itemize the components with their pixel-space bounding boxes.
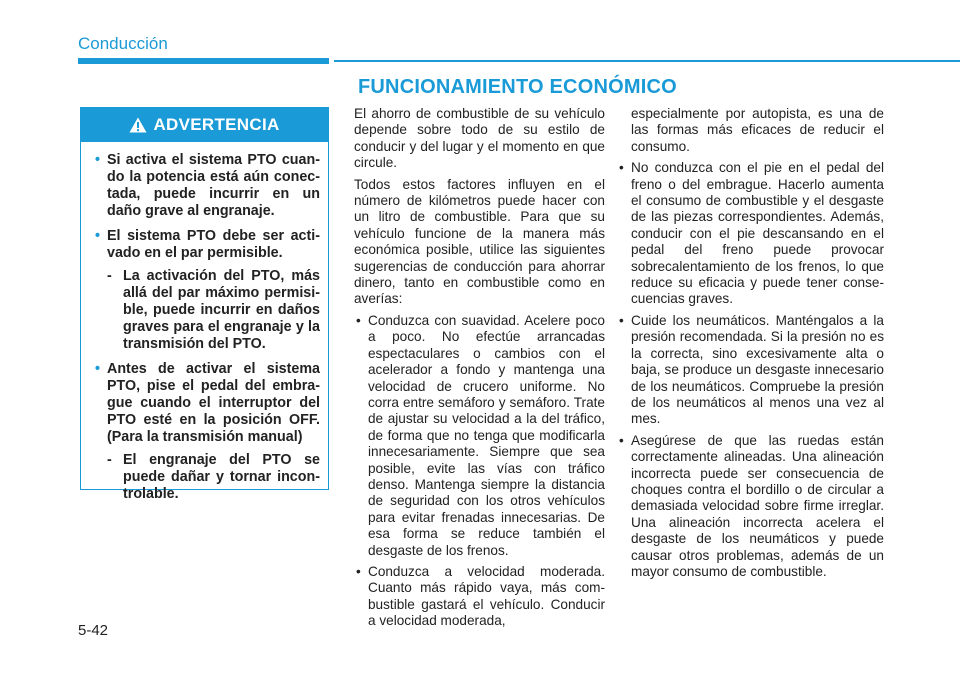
warning-body	[81, 142, 328, 503]
warning-box	[80, 107, 329, 502]
list-item-continued: especialmente por autopista, es una de las formas más eficaces de reducir el consumo.	[631, 106, 884, 154]
list-item: • Asegúrese de que las ruedas están correctamente alineadas. Una alineación incorrecta puede ser consecuencia de choques contra el bordillo o de circular a demasiada velocidad sobre firme irreglar. Una alineación incorrecta acelera el desgaste de los neumáticos y puede causar otros problemas, además de un mayor consumo de combustible.	[619, 432, 884, 579]
warning-title: ADVERTENCIA	[153, 115, 280, 134]
warning-item: • Antes de activar el sistema PTO, pise el pedal del embrague cuando el interruptor del PTO esté en la posición OFF. (Para la transmisión manual)	[95, 361, 320, 445]
warning-triangle-icon	[129, 117, 147, 133]
text-column-2	[617, 106, 884, 585]
warning-subitem: - La activación del PTO, más allá del par máximo permisible, puede incurrir en daños graves para el engranaje y la transmisión del PTO.	[107, 268, 320, 352]
header-rule-thin	[334, 60, 960, 62]
list-item: • No conduzca con el pie en el pedal del freno o del embrague. Hacerlo aumenta el consumo de combustible y el desgaste de las piezas correspondientes. Además, conducir con el pie descansando en el pedal del freno puede provocar sobrecalentamiento de los frenos, lo que reduce su eficacia y puede tener consecuencias graves.	[619, 160, 884, 307]
warning-item: • El sistema PTO debe ser activado en el par permisible.	[95, 228, 320, 261]
paragraph: El ahorro de combustible de su vehículo depende sobre todo de su estilo de conducir y del lugar y el momento en que circule.	[354, 106, 605, 171]
page-number: 5-42	[78, 622, 109, 639]
list-item: • Cuide los neumáticos. Manténgalos a la presión recomendada. Si la presión no es la correcta, sino excesivamente alta o baja, se produce un desgaste innecesario de los neumáticos. Compruebe la presión de los neumáticos al menos una vez al mes.	[619, 312, 884, 427]
list-item: • Conduzca a velocidad moderada. Cuanto más rápido vaya, más combustible gastará el vehículo. Conducir a velocidad moderada,	[356, 563, 605, 629]
header-rule-thick	[78, 58, 329, 64]
paragraph: Todos estos factores influyen en el número de kilómetros puede hacer con un litro de combustible. Para que su vehículo funcione de la manera más económica posible, utilice las siguientes sugerencias de conducción para ahorrar dinero, tanto en combustible como en averías:	[354, 176, 605, 307]
article-title: FUNCIONAMIENTO ECONÓMICO	[358, 76, 677, 98]
section-title: Conducción	[78, 34, 168, 53]
warning-item: • Si activa el sistema PTO cuando la potencia está aún conectada, puede incurrir en un daño grave al engranaje.	[95, 152, 320, 219]
warning-subitem: - El engranaje del PTO se puede dañar y tornar incontrolable.	[107, 452, 320, 502]
warning-header	[81, 108, 328, 142]
list-item: • Conduzca con suavidad. Acelere poco a poco. No efectúe arrancadas espectaculares o cambios con el acelerador a fondo y mantenga una velocidad de crucero uniforme. No corra entre semáforo y semáforo. Trate de ajustar su velocidad a la del tráfico, de forma que no tenga que modificarla innecesariamente. Siempre que sea posible, evite las vías con tráfico denso. Mantenga siempre la distancia de seguridad con los otros vehículos para evitar frenadas innecesarias. De esa forma se reduce también el desgaste de los frenos.	[356, 312, 605, 558]
text-column-1	[354, 106, 605, 635]
